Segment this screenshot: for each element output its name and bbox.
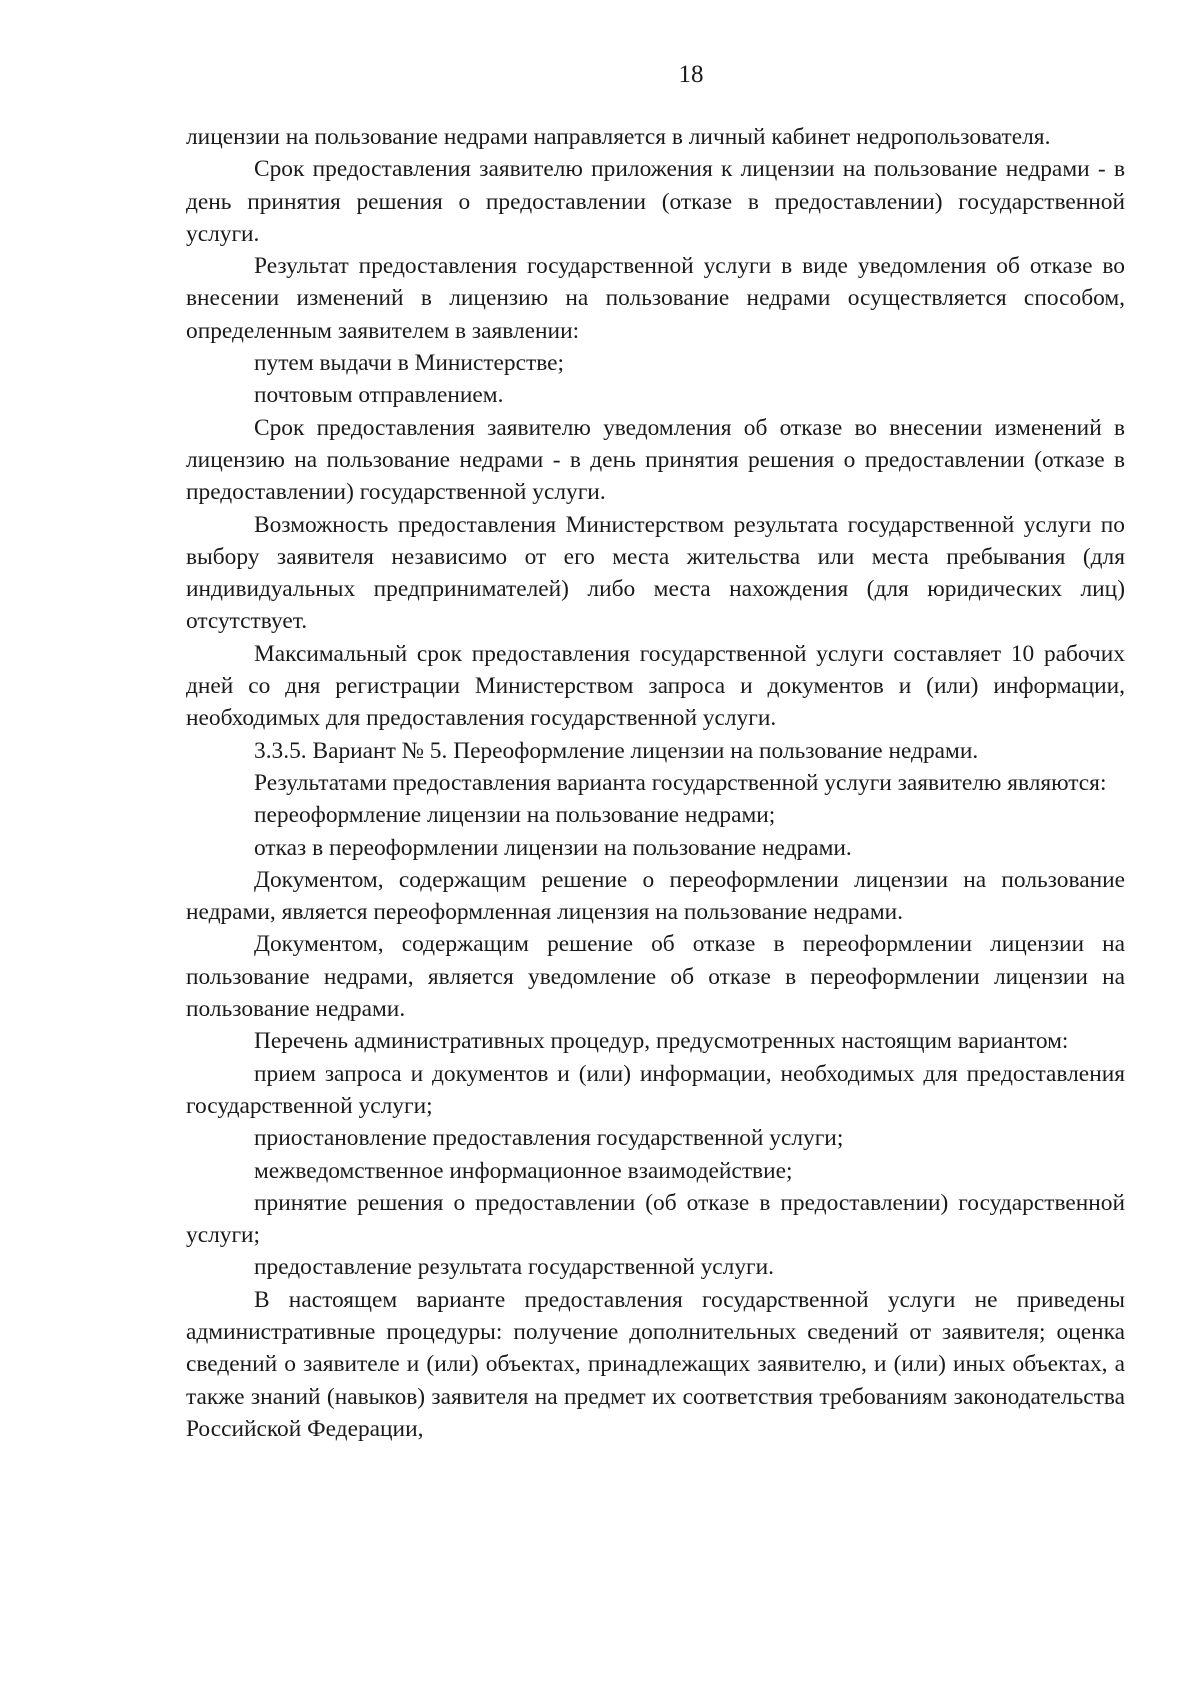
paragraph: Результат предоставления государственной услуги в виде уведомления об отказе во внесении изменений в лицензию на пользование недрами осуществляется способом, определенным заявителем в заявлении: — [186, 253, 1125, 344]
paragraph: Документом, содержащим решение об отказе в переоформлении лицензии на пользование недрами, является уведомление об отказе в переоформлении лицензии на пользование недрами. — [186, 931, 1125, 1023]
paragraph: Возможность предоставления Министерством результата государственной услуги по выбору заявителя независимо от его места жительства или места пребывания (для индивидуальных предпринимателей) либо места нахождения (для юридических лиц) отсутствует. — [186, 511, 1125, 635]
paragraph: Максимальный срок предоставления государственной услуги составляет 10 рабочих дней со дня регистрации Министерством запроса и документов и (или) информации, необходимых для предоставления государственной услуги. — [186, 640, 1125, 732]
paragraph: Срок предоставления заявителю приложения к лицензии на пользование недрами - в день принятия решения о предоставлении (отказе в предоставлении) государственной услуги. — [186, 156, 1125, 247]
paragraph: Документом, содержащим решение о переоформлении лицензии на пользование недрами, является переоформленная лицензия на пользование недрами. — [186, 866, 1125, 926]
paragraph: Срок предоставления заявителю уведомления об отказе во внесении изменений в лицензию на пользование недрами - в день принятия решения о предоставлении (отказе в предоставлении) государственной услуги. — [186, 414, 1125, 506]
list-item: переоформление лицензии на пользование недрами; — [254, 802, 776, 829]
paragraph: В настоящем варианте предоставления государственной услуги не приведены административные процедуры: получение дополнительных сведений от заявителя; оценка сведений о заявителе и (или) объектах, принадлежащих заявителю, и (или) иных объектах, а также знаний (навыков) заявителя на предмет их соответствия требованиям законодательства Российской Федерации, — [186, 1286, 1125, 1442]
list-item: межведомственное информационное взаимодействие; — [254, 1157, 793, 1184]
paragraph: Результатами предоставления варианта государственной услуги заявителю являются: — [254, 769, 1107, 796]
list-item: приостановление предоставления государственной услуги; — [254, 1125, 844, 1152]
page-number: 18 — [678, 61, 704, 88]
paragraph: Перечень административных процедур, предусмотренных настоящим вариантом: — [254, 1028, 1069, 1055]
paragraph-continuation: лицензии на пользование недрами направляется в личный кабинет недропользователя. — [186, 124, 1051, 150]
list-item: почтовым отправлением. — [254, 382, 504, 409]
list-item: предоставление результата государственной услуги. — [254, 1254, 774, 1281]
document-body — [186, 121, 1125, 1445]
section-heading: 3.3.5. Вариант № 5. Переоформление лицензии на пользование недрами. — [254, 737, 979, 764]
list-item: принятие решения о предоставлении (об отказе в предоставлении) государственной услуги; — [186, 1189, 1125, 1249]
list-item: отказ в переоформлении лицензии на пользование недрами. — [254, 834, 852, 861]
list-item: путем выдачи в Министерстве; — [254, 350, 565, 377]
list-item: прием запроса и документов и (или) информации, необходимых для предоставления государственной услуги; — [186, 1060, 1125, 1119]
